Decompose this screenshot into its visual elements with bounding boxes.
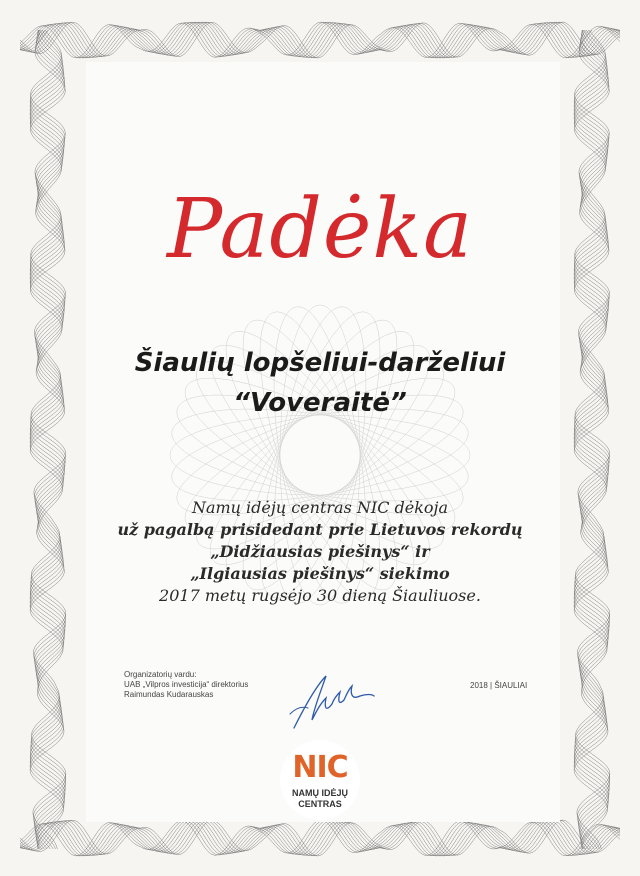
recipient-line-1: Šiaulių lopšeliui-darželiui [134,348,506,378]
body-line-2: už pagalbą prisidedant prie Lietuvos rekordų [117,520,523,539]
organizer-name: Raimundas Kudarauskas [124,690,214,699]
organizer-company: UAB „Vilpros investicija“ direktorius [124,680,249,689]
body-line-5: 2017 metų rugsėjo 30 dieną Šiauliuose. [159,586,481,605]
body-line-4: „Ilgiausias piešinys“ siekimo [190,564,450,583]
recipient-line-2: “Voveraitė” [233,388,407,418]
year-place: 2018 | ŠIAULIAI [470,681,528,690]
organizer-label: Organizatorių vardu: [124,670,197,679]
logo-mark: NIC [292,750,348,785]
certificate-title: Padėka [167,182,473,277]
logo-text-line-2: CENTRAS [298,799,342,809]
handwritten-signature [286,668,376,738]
body-line-1: Namų idėjų centras NIC dėkoja [191,498,449,517]
nic-logo [280,740,360,830]
body-line-3: „Didžiausias piešinys“ ir [210,542,430,561]
logo-text-line-1: NAMŲ IDĖJŲ [291,788,348,798]
